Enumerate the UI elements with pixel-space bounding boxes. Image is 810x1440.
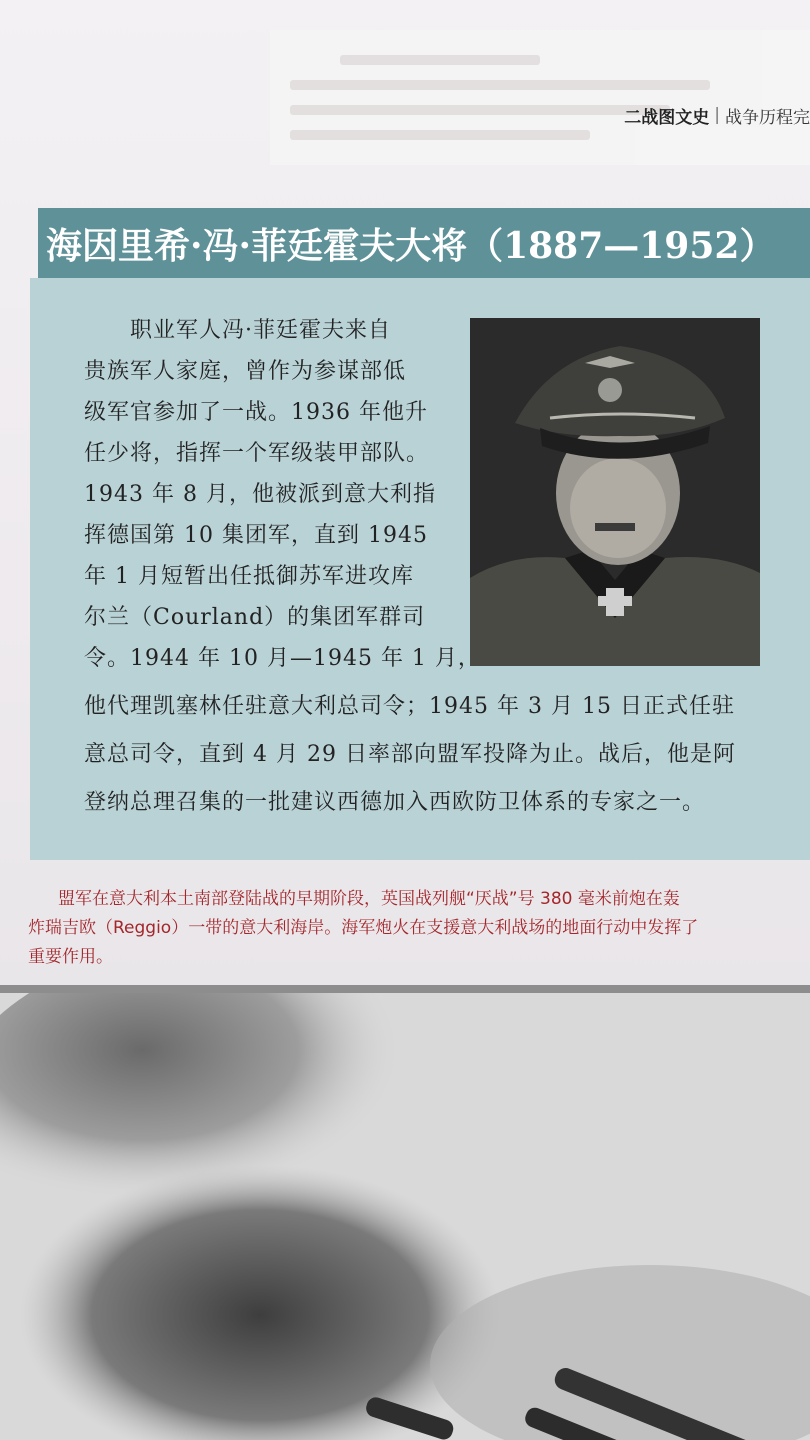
section-title: 战争历程完: [725, 107, 810, 128]
battleship-photo: [0, 985, 810, 1440]
photo-caption-line: 盟军在意大利本土南部登陆战的早期阶段，英国战列舰“厌战”号 380 毫米前炮在轰: [58, 889, 680, 909]
bio-line: 意总司令，直到 4 月 29 日率部向盟军投降为止。战后，他是阿: [84, 742, 736, 767]
bio-line: 他代理凯塞林任驻意大利总司令；1945 年 3 月 15 日正式任驻: [84, 694, 735, 719]
running-head: [624, 100, 810, 130]
biography-title: 海因里希·冯·菲廷霍夫大将（1887—1952）: [38, 208, 810, 278]
bio-line: 挥德国第 10 集团军，直到 1945: [84, 523, 428, 548]
bio-line: 年 1 月短暂出任抵御苏军进攻库: [84, 564, 414, 589]
bio-line: 贵族军人家庭，曾作为参谋部低: [84, 359, 407, 384]
bio-line: 1943 年 8 月，他被派到意大利指: [84, 482, 436, 507]
bio-line: 任少将，指挥一个军级装甲部队。: [84, 441, 430, 466]
photo-caption-line: 重要作用。: [28, 947, 113, 967]
bio-line: 尔兰（Courland）的集团军群司: [84, 605, 426, 630]
photo-caption-line: 炸瑞吉欧（Reggio）一带的意大利海岸。海军炮火在支援意大利战场的地面行动中发挥了: [28, 918, 699, 938]
bleed-through-text-area: [270, 30, 810, 165]
bio-line: 登纳总理召集的一批建议西德加入西欧防卫体系的专家之一。: [84, 790, 706, 815]
bio-line: 级军官参加了一战。1936 年他升: [84, 400, 428, 425]
bio-line: 令。1944 年 10 月—1945 年 1 月，: [84, 646, 481, 671]
book-title: 二战图文史: [624, 107, 710, 128]
bio-line: 职业军人冯·菲廷霍夫来自: [130, 318, 391, 343]
portrait-photo: [470, 318, 760, 666]
running-head-divider: |: [714, 105, 720, 125]
